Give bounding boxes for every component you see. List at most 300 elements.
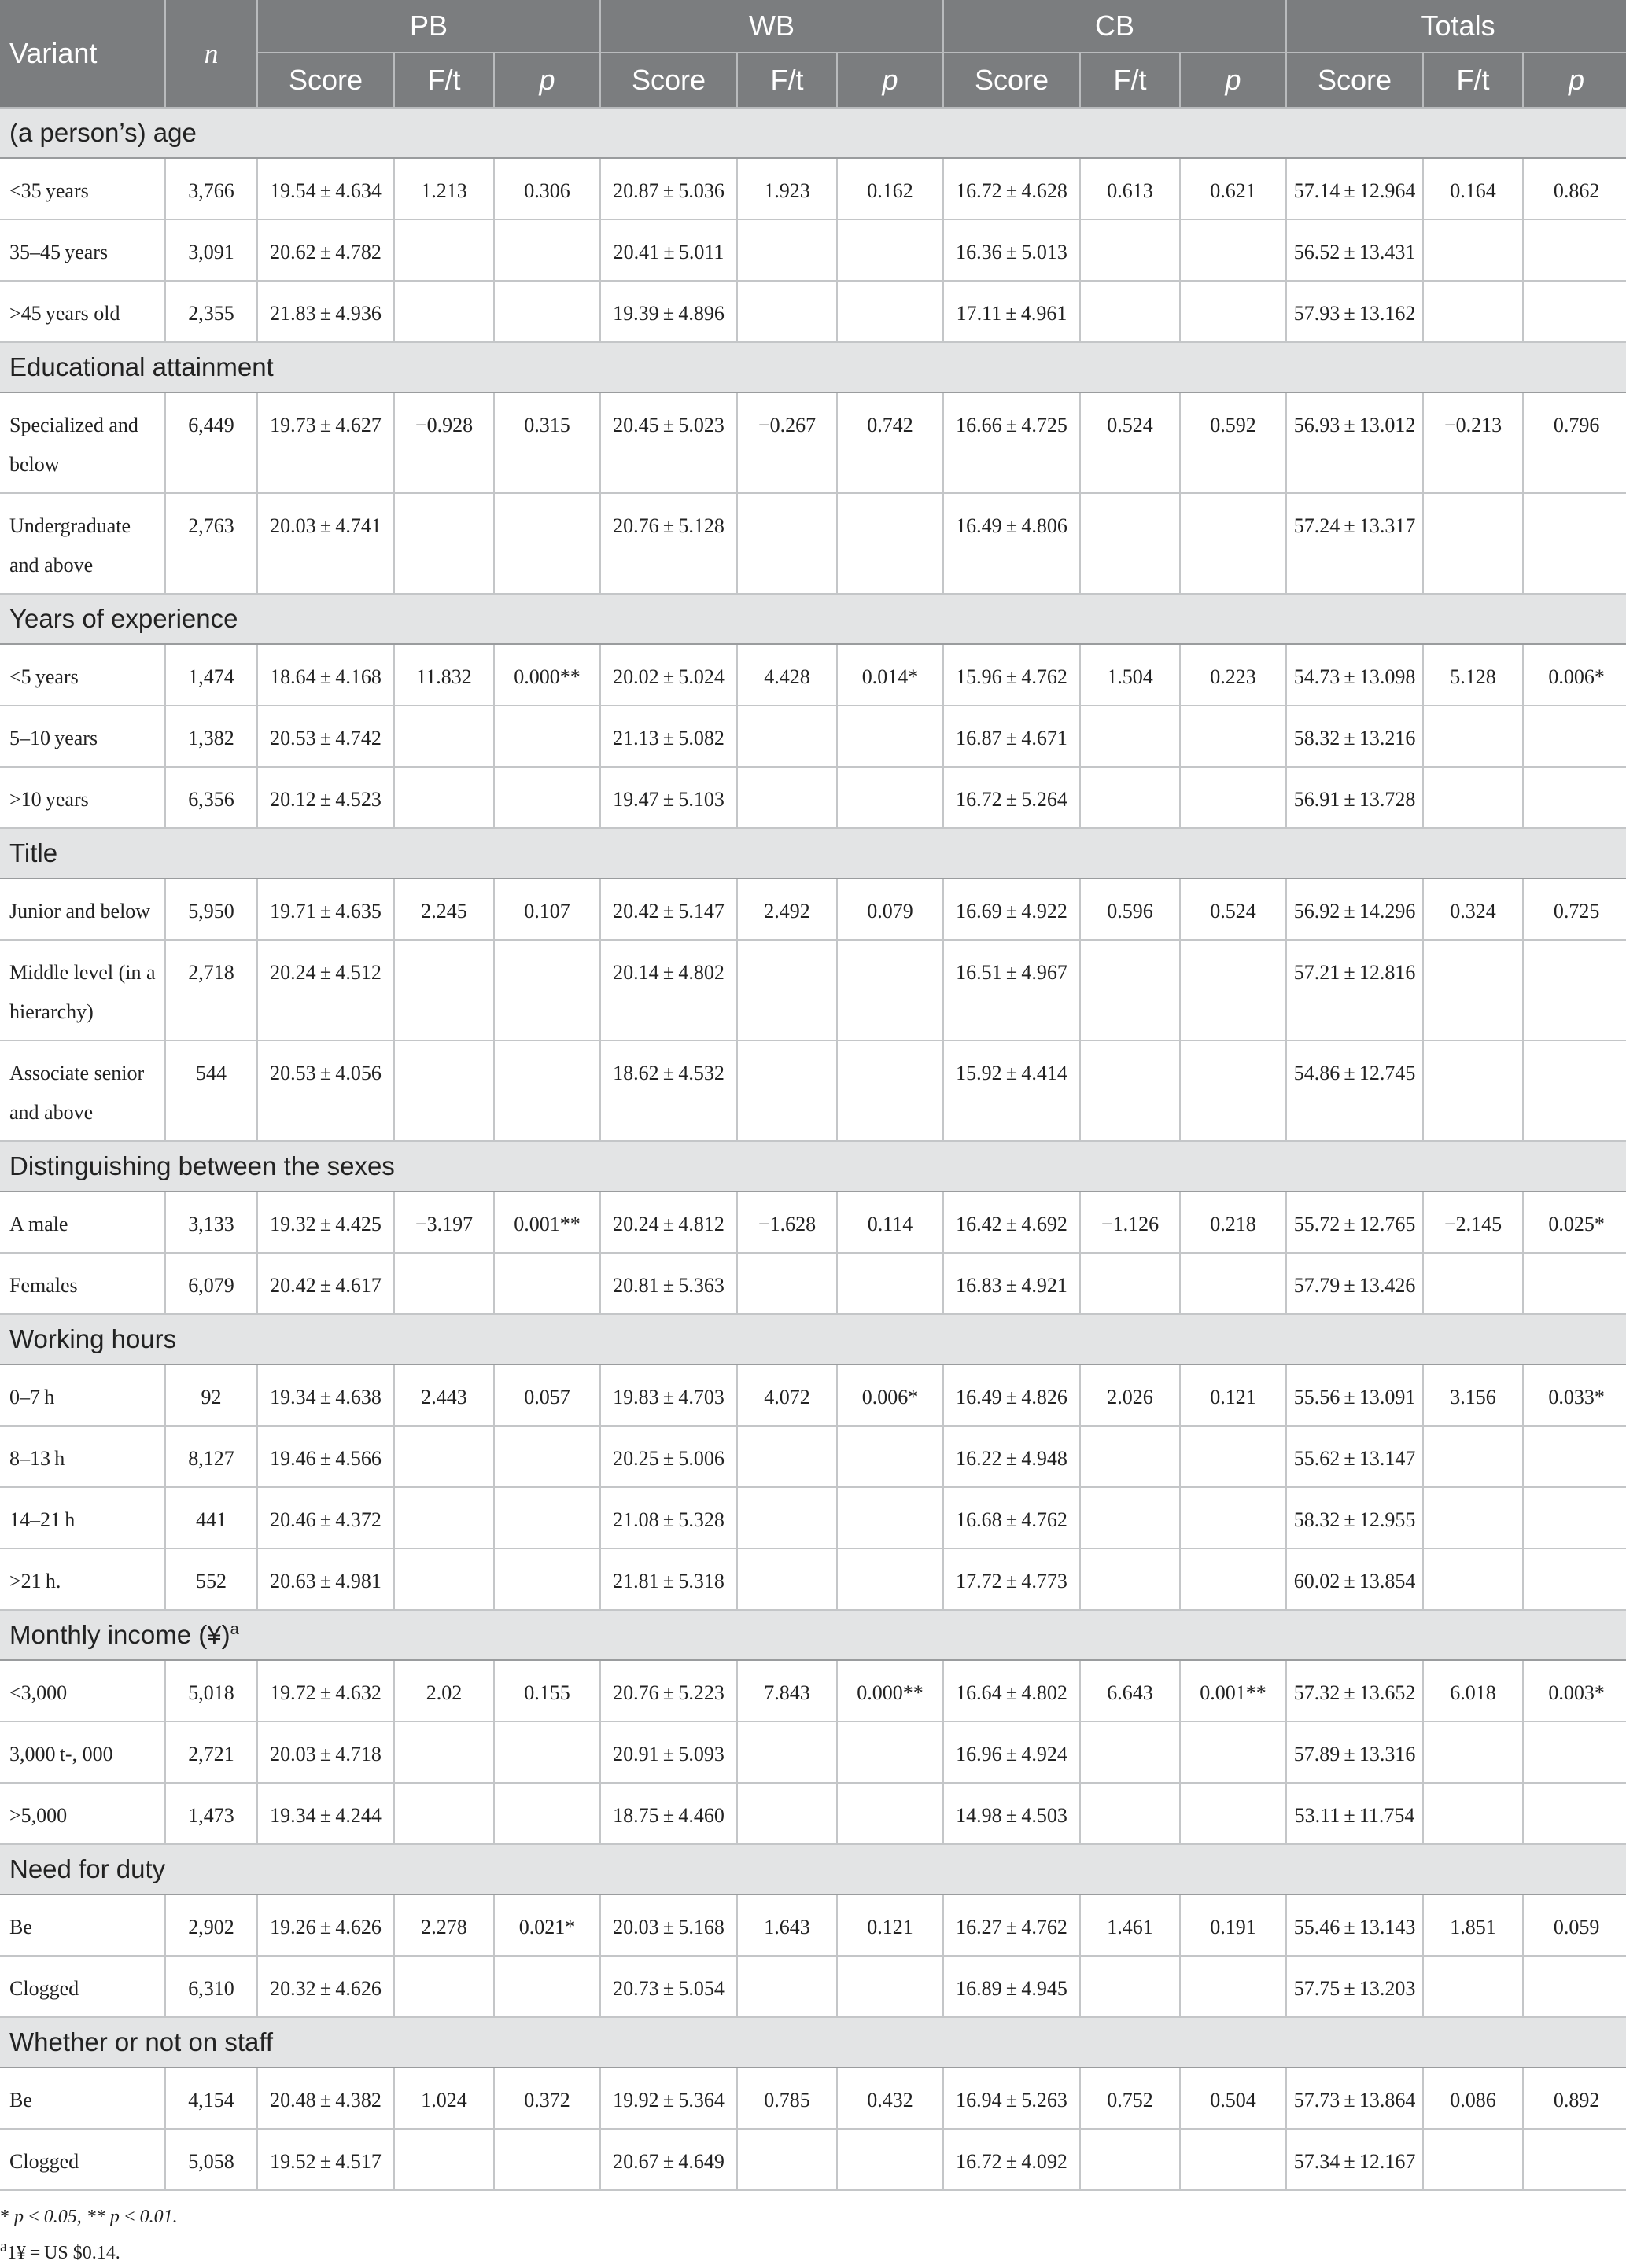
table-cell: 20.03 ± 5.168: [600, 1894, 737, 1956]
table-row: [0, 644, 1626, 705]
table-cell: 20.32 ± 4.626: [257, 1956, 394, 2017]
table-cell: 3,766: [165, 158, 257, 219]
table-cell: [494, 1783, 600, 1844]
table-cell: [1423, 767, 1523, 828]
table-row: [0, 1253, 1626, 1314]
table-cell: 0.324: [1423, 878, 1523, 940]
table-cell: 0.057: [494, 1364, 600, 1426]
table-cell: 19.47 ± 5.103: [600, 767, 737, 828]
table-cell: 15.92 ± 4.414: [943, 1040, 1080, 1141]
table-cell: 56.93 ± 13.012: [1286, 392, 1423, 493]
table-cell: 17.72 ± 4.773: [943, 1548, 1080, 1610]
table-cell: 18.75 ± 4.460: [600, 1783, 737, 1844]
table-cell: 3.156: [1423, 1364, 1523, 1426]
table-cell: 16.94 ± 5.263: [943, 2067, 1080, 2129]
table-cell: 57.79 ± 13.426: [1286, 1253, 1423, 1314]
table-cell: 16.51 ± 4.967: [943, 940, 1080, 1040]
row-label: Undergraduate and above: [0, 493, 165, 594]
table-cell: 1.461: [1080, 1894, 1180, 1956]
table-cell: 20.53 ± 4.056: [257, 1040, 394, 1141]
table-cell: [837, 1783, 943, 1844]
table-cell: 20.02 ± 5.024: [600, 644, 737, 705]
table-cell: [737, 767, 837, 828]
table-cell: [1080, 767, 1180, 828]
table-cell: 0.164: [1423, 158, 1523, 219]
table-cell: [1523, 1721, 1626, 1783]
table-cell: 19.46 ± 4.566: [257, 1426, 394, 1487]
table-cell: [837, 1253, 943, 1314]
table-cell: 20.53 ± 4.742: [257, 705, 394, 767]
table-cell: 0.742: [837, 392, 943, 493]
table-cell: [1080, 219, 1180, 281]
table-cell: 57.21 ± 12.816: [1286, 940, 1423, 1040]
table-cell: [494, 281, 600, 342]
table-cell: [1180, 705, 1286, 767]
table-cell: 20.14 ± 4.802: [600, 940, 737, 1040]
table-cell: 4.428: [737, 644, 837, 705]
variant-header: Variant: [0, 0, 165, 108]
table-cell: [1423, 705, 1523, 767]
row-label: 8–13 h: [0, 1426, 165, 1487]
table-cell: 19.39 ± 4.896: [600, 281, 737, 342]
currency-note-marker: a: [0, 2238, 7, 2255]
table-cell: [1523, 2129, 1626, 2190]
table-cell: [1080, 1040, 1180, 1141]
table-cell: 58.32 ± 12.955: [1286, 1487, 1423, 1548]
section-header-row: [0, 1141, 1626, 1191]
row-label: Be: [0, 1894, 165, 1956]
table-cell: 2,718: [165, 940, 257, 1040]
table-cell: 16.36 ± 5.013: [943, 219, 1080, 281]
section-title-text: Monthly income (¥): [9, 1620, 230, 1649]
table-cell: 16.96 ± 4.924: [943, 1721, 1080, 1783]
table-cell: [394, 1956, 494, 2017]
table-cell: 2.02: [394, 1660, 494, 1721]
table-cell: 20.12 ± 4.523: [257, 767, 394, 828]
table-cell: 0.752: [1080, 2067, 1180, 2129]
table-row: [0, 1956, 1626, 2017]
table-cell: [494, 767, 600, 828]
table-cell: [837, 1548, 943, 1610]
table-cell: 16.64 ± 4.802: [943, 1660, 1080, 1721]
table-cell: [494, 219, 600, 281]
table-cell: 5.128: [1423, 644, 1523, 705]
sig-note-b: p < 0.01.: [109, 2207, 178, 2227]
table-cell: 20.63 ± 4.981: [257, 1548, 394, 1610]
table-cell: [837, 2129, 943, 2190]
table-cell: [737, 2129, 837, 2190]
table-cell: −1.628: [737, 1191, 837, 1253]
table-cell: [737, 1548, 837, 1610]
table-cell: 55.62 ± 13.147: [1286, 1426, 1423, 1487]
table-row: [0, 2067, 1626, 2129]
table-cell: 20.25 ± 5.006: [600, 1426, 737, 1487]
table-cell: [837, 705, 943, 767]
table-cell: 56.91 ± 13.728: [1286, 767, 1423, 828]
table-row: [0, 940, 1626, 1040]
table-cell: 6,356: [165, 767, 257, 828]
table-cell: [1180, 1426, 1286, 1487]
table-cell: [737, 219, 837, 281]
table-cell: 16.27 ± 4.762: [943, 1894, 1080, 1956]
table-cell: [394, 493, 494, 594]
table-cell: 5,058: [165, 2129, 257, 2190]
table-cell: 0.796: [1523, 392, 1626, 493]
table-cell: [1423, 281, 1523, 342]
table-cell: 0.372: [494, 2067, 600, 2129]
table-cell: 55.56 ± 13.091: [1286, 1364, 1423, 1426]
table-cell: 20.81 ± 5.363: [600, 1253, 737, 1314]
section-title-text: Educational attainment: [9, 352, 274, 381]
table-cell: [1423, 1487, 1523, 1548]
table-cell: 18.64 ± 4.168: [257, 644, 394, 705]
table-cell: 16.68 ± 4.762: [943, 1487, 1080, 1548]
table-cell: 14.98 ± 4.503: [943, 1783, 1080, 1844]
section-title-text: Distinguishing between the sexes: [9, 1151, 395, 1180]
section-title: [0, 1610, 1626, 1660]
table-cell: [1523, 1956, 1626, 2017]
table-cell: [1523, 940, 1626, 1040]
table-cell: 1.643: [737, 1894, 837, 1956]
table-cell: 18.62 ± 4.532: [600, 1040, 737, 1141]
table-row: [0, 878, 1626, 940]
section-title-text: (a person’s) age: [9, 118, 197, 147]
table-cell: 6,079: [165, 1253, 257, 1314]
table-cell: [394, 2129, 494, 2190]
table-cell: [494, 1721, 600, 1783]
table-cell: 0.014*: [837, 644, 943, 705]
table-body: [0, 108, 1626, 2190]
table-cell: [394, 940, 494, 1040]
table-cell: 57.93 ± 13.162: [1286, 281, 1423, 342]
table-cell: [1180, 2129, 1286, 2190]
sig-marker: *: [0, 2207, 9, 2227]
table-cell: [394, 1040, 494, 1141]
table-cell: [394, 705, 494, 767]
table-cell: 1.504: [1080, 644, 1180, 705]
row-label: Junior and below: [0, 878, 165, 940]
table-cell: [494, 1426, 600, 1487]
table-cell: 4.072: [737, 1364, 837, 1426]
table-cell: 21.81 ± 5.318: [600, 1548, 737, 1610]
table-cell: 54.86 ± 12.745: [1286, 1040, 1423, 1141]
table-cell: −0.213: [1423, 392, 1523, 493]
table-cell: [394, 1426, 494, 1487]
table-cell: [394, 767, 494, 828]
table-cell: 0.000**: [837, 1660, 943, 1721]
table-cell: 0.306: [494, 158, 600, 219]
table-cell: [1423, 1040, 1523, 1141]
row-label: Clogged: [0, 2129, 165, 2190]
table-cell: [1080, 705, 1180, 767]
table-cell: 16.42 ± 4.692: [943, 1191, 1080, 1253]
section-title: [0, 1141, 1626, 1191]
currency-note-text: 1¥ = US $0.14.: [6, 2243, 120, 2263]
row-label: 0–7 h: [0, 1364, 165, 1426]
pb-ft-header: F/t: [394, 53, 494, 108]
table-cell: 2.278: [394, 1894, 494, 1956]
table-cell: [837, 1040, 943, 1141]
table-cell: 21.08 ± 5.328: [600, 1487, 737, 1548]
significance-note: [0, 2202, 1626, 2232]
table-cell: [1180, 1956, 1286, 2017]
table-cell: [1180, 1040, 1286, 1141]
table-cell: [737, 705, 837, 767]
table-cell: 0.725: [1523, 878, 1626, 940]
table-cell: 1.213: [394, 158, 494, 219]
table-cell: 19.26 ± 4.626: [257, 1894, 394, 1956]
table-cell: 20.73 ± 5.054: [600, 1956, 737, 2017]
table-cell: [737, 1783, 837, 1844]
table-cell: 19.32 ± 4.425: [257, 1191, 394, 1253]
table-row: [0, 493, 1626, 594]
row-label: <3,000: [0, 1660, 165, 1721]
table-cell: [837, 767, 943, 828]
table-cell: 0.006*: [837, 1364, 943, 1426]
table-row: [0, 1487, 1626, 1548]
row-label: 35–45 years: [0, 219, 165, 281]
table-cell: −0.928: [394, 392, 494, 493]
table-cell: 16.89 ± 4.945: [943, 1956, 1080, 2017]
table-cell: 0.613: [1080, 158, 1180, 219]
table-cell: 2,721: [165, 1721, 257, 1783]
table-cell: [1080, 1426, 1180, 1487]
table-cell: 21.13 ± 5.082: [600, 705, 737, 767]
section-header-row: [0, 828, 1626, 878]
table-cell: 57.24 ± 13.317: [1286, 493, 1423, 594]
table-cell: 0.001**: [1180, 1660, 1286, 1721]
n-header: n: [165, 0, 257, 108]
table-cell: [494, 1040, 600, 1141]
table-cell: [737, 1040, 837, 1141]
section-title-footnote-marker: a: [230, 1621, 239, 1638]
wb-score-header: Score: [600, 53, 737, 108]
table-cell: [837, 219, 943, 281]
table-row: [0, 1721, 1626, 1783]
table-cell: [1180, 767, 1286, 828]
table-cell: 20.24 ± 4.512: [257, 940, 394, 1040]
sig-note-a: p < 0.05, **: [14, 2207, 105, 2227]
table-cell: 544: [165, 1040, 257, 1141]
table-cell: [1180, 493, 1286, 594]
table-cell: 2.492: [737, 878, 837, 940]
table-cell: 0.315: [494, 392, 600, 493]
table-cell: 0.114: [837, 1191, 943, 1253]
table-cell: 6,449: [165, 392, 257, 493]
table-cell: 0.155: [494, 1660, 600, 1721]
table-cell: 2,763: [165, 493, 257, 594]
table-cell: [1523, 281, 1626, 342]
table-cell: 0.059: [1523, 1894, 1626, 1956]
table-cell: 20.42 ± 5.147: [600, 878, 737, 940]
table-cell: 7.843: [737, 1660, 837, 1721]
row-label: >21 h.: [0, 1548, 165, 1610]
table-cell: 2,902: [165, 1894, 257, 1956]
table-cell: 6,310: [165, 1956, 257, 2017]
table-cell: 21.83 ± 4.936: [257, 281, 394, 342]
table-cell: [1423, 1253, 1523, 1314]
table-cell: [737, 1426, 837, 1487]
table-cell: 20.76 ± 5.223: [600, 1660, 737, 1721]
table-cell: 16.49 ± 4.826: [943, 1364, 1080, 1426]
wb-p-header: p: [837, 53, 943, 108]
table-cell: [1080, 1253, 1180, 1314]
table-row: [0, 705, 1626, 767]
table-cell: [1523, 1487, 1626, 1548]
table-cell: [1080, 940, 1180, 1040]
table-cell: 0.524: [1080, 392, 1180, 493]
section-header-row: [0, 2017, 1626, 2067]
table-cell: [837, 493, 943, 594]
table-cell: 0.006*: [1523, 644, 1626, 705]
table-cell: 0.504: [1180, 2067, 1286, 2129]
table-cell: [1180, 281, 1286, 342]
table-cell: 20.91 ± 5.093: [600, 1721, 737, 1783]
table-cell: 20.45 ± 5.023: [600, 392, 737, 493]
row-label: A male: [0, 1191, 165, 1253]
table-cell: 19.54 ± 4.634: [257, 158, 394, 219]
table-cell: [1180, 1253, 1286, 1314]
table-cell: 53.11 ± 11.754: [1286, 1783, 1423, 1844]
table-cell: 3,091: [165, 219, 257, 281]
row-label: Specialized and below: [0, 392, 165, 493]
table-cell: [394, 1721, 494, 1783]
section-title-text: Working hours: [9, 1324, 177, 1353]
table-row: [0, 1040, 1626, 1141]
row-label: Be: [0, 2067, 165, 2129]
table-cell: 0.003*: [1523, 1660, 1626, 1721]
table-cell: 0.191: [1180, 1894, 1286, 1956]
table-cell: 57.34 ± 12.167: [1286, 2129, 1423, 2190]
table-cell: [1180, 1548, 1286, 1610]
table-cell: 6.643: [1080, 1660, 1180, 1721]
table-cell: [1523, 705, 1626, 767]
table-cell: [737, 281, 837, 342]
table-cell: 20.24 ± 4.812: [600, 1191, 737, 1253]
table-cell: [394, 281, 494, 342]
table-cell: [1523, 1040, 1626, 1141]
table-cell: −0.267: [737, 392, 837, 493]
table-cell: −1.126: [1080, 1191, 1180, 1253]
table-cell: [1523, 219, 1626, 281]
table-cell: 20.03 ± 4.718: [257, 1721, 394, 1783]
table-cell: 6.018: [1423, 1660, 1523, 1721]
table-cell: 55.46 ± 13.143: [1286, 1894, 1423, 1956]
section-header-row: [0, 108, 1626, 158]
table-row: [0, 1548, 1626, 1610]
table-cell: 19.71 ± 4.635: [257, 878, 394, 940]
row-label: 3,000 t-, 000: [0, 1721, 165, 1783]
table-cell: 0.621: [1180, 158, 1286, 219]
table-cell: [494, 1487, 600, 1548]
table-cell: 0.524: [1180, 878, 1286, 940]
footnotes: [0, 2202, 1626, 2268]
table-cell: 0.025*: [1523, 1191, 1626, 1253]
table-cell: 0.432: [837, 2067, 943, 2129]
table-cell: 19.83 ± 4.703: [600, 1364, 737, 1426]
pb-score-header: Score: [257, 53, 394, 108]
table-cell: [1423, 1783, 1523, 1844]
table-cell: [837, 1956, 943, 2017]
table-cell: [394, 219, 494, 281]
section-title-text: Years of experience: [9, 604, 238, 633]
table-cell: [1523, 1426, 1626, 1487]
totals-ft-header: F/t: [1423, 53, 1523, 108]
table-cell: [1080, 1783, 1180, 1844]
table-row: [0, 767, 1626, 828]
row-label: >10 years: [0, 767, 165, 828]
table-cell: 56.52 ± 13.431: [1286, 219, 1423, 281]
totals-p-header: p: [1523, 53, 1626, 108]
table-cell: [837, 1487, 943, 1548]
table-cell: [837, 1426, 943, 1487]
table-cell: [494, 493, 600, 594]
table-row: [0, 281, 1626, 342]
row-label: <35 years: [0, 158, 165, 219]
table-cell: 19.92 ± 5.364: [600, 2067, 737, 2129]
cb-header: CB: [943, 0, 1286, 53]
table-row: [0, 1894, 1626, 1956]
table-cell: 20.76 ± 5.128: [600, 493, 737, 594]
table-cell: 0.592: [1180, 392, 1286, 493]
table-cell: 92: [165, 1364, 257, 1426]
table-cell: 0.596: [1080, 878, 1180, 940]
table-cell: [494, 1253, 600, 1314]
table-cell: 0.121: [1180, 1364, 1286, 1426]
table-cell: 1,473: [165, 1783, 257, 1844]
section-title-text: Need for duty: [9, 1854, 166, 1883]
table-cell: [737, 940, 837, 1040]
section-header-row: [0, 1610, 1626, 1660]
table-cell: 20.46 ± 4.372: [257, 1487, 394, 1548]
table-cell: 54.73 ± 13.098: [1286, 644, 1423, 705]
table-cell: [1423, 940, 1523, 1040]
table-cell: 20.03 ± 4.741: [257, 493, 394, 594]
table-cell: [1080, 1487, 1180, 1548]
table-cell: [837, 281, 943, 342]
table-cell: 57.75 ± 13.203: [1286, 1956, 1423, 2017]
table-cell: 19.73 ± 4.627: [257, 392, 394, 493]
table-row: [0, 158, 1626, 219]
table-cell: 16.49 ± 4.806: [943, 493, 1080, 594]
table-cell: 16.66 ± 4.725: [943, 392, 1080, 493]
table-cell: 4,154: [165, 2067, 257, 2129]
table-cell: 16.22 ± 4.948: [943, 1426, 1080, 1487]
table-row: [0, 219, 1626, 281]
totals-header: Totals: [1286, 0, 1626, 53]
table-cell: [1180, 940, 1286, 1040]
table-row: [0, 392, 1626, 493]
table-cell: [1080, 281, 1180, 342]
row-label: 14–21 h: [0, 1487, 165, 1548]
table-cell: 0.086: [1423, 2067, 1523, 2129]
header-row-groups: [0, 0, 1626, 53]
table-cell: 1.923: [737, 158, 837, 219]
section-title: [0, 1844, 1626, 1894]
table-cell: [394, 1253, 494, 1314]
currency-note: [0, 2232, 1626, 2268]
table-cell: 2.026: [1080, 1364, 1180, 1426]
table-cell: [737, 493, 837, 594]
section-title: [0, 594, 1626, 644]
table-cell: 2,355: [165, 281, 257, 342]
wb-header: WB: [600, 0, 943, 53]
table-cell: [1423, 1548, 1523, 1610]
table-cell: 20.62 ± 4.782: [257, 219, 394, 281]
table-cell: 1.024: [394, 2067, 494, 2129]
table-cell: 16.72 ± 5.264: [943, 767, 1080, 828]
table-cell: 1.851: [1423, 1894, 1523, 1956]
